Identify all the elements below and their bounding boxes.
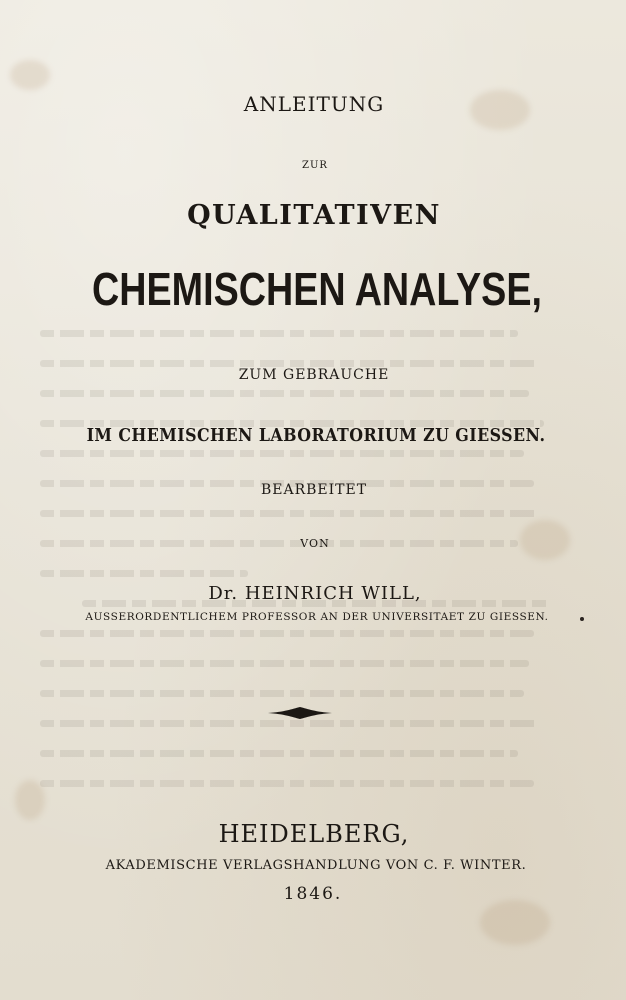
foxing-spot xyxy=(480,900,550,945)
ornament-divider-icon xyxy=(268,707,332,719)
imprint-year: 1846. xyxy=(283,884,343,904)
von-label: VON xyxy=(300,537,330,550)
main-title: CHEMISCHEN ANALYSE, xyxy=(92,263,542,315)
subtitle-zum-gebrauche: ZUM GEBRAUCHE xyxy=(238,367,390,383)
ink-speck xyxy=(580,617,584,621)
bleed-through-text xyxy=(40,330,560,890)
foxing-spot xyxy=(10,60,50,90)
subtitle-laboratorium: IM CHEMISCHEN LABORATORIUM ZU GIESSEN. xyxy=(86,425,546,446)
heading-qualitativen: QUALITATIVEN xyxy=(187,200,441,231)
imprint-city: HEIDELBERG, xyxy=(218,820,410,848)
foxing-spot xyxy=(15,780,45,820)
heading-anleitung: ANLEITUNG xyxy=(243,92,385,116)
heading-zur: ZUR xyxy=(302,160,328,171)
bearbeitet-label: BEARBEITET xyxy=(260,482,368,498)
imprint-publisher: AKADEMISCHE VERLAGSHANDLUNG VON C. F. WINTER. xyxy=(105,858,527,873)
author-title: AUSSERORDENTLICHEM PROFESSOR AN DER UNIVERSITAET ZU GIESSEN. xyxy=(85,611,549,623)
author-name: Dr. HEINRICH WILL, xyxy=(208,583,422,604)
